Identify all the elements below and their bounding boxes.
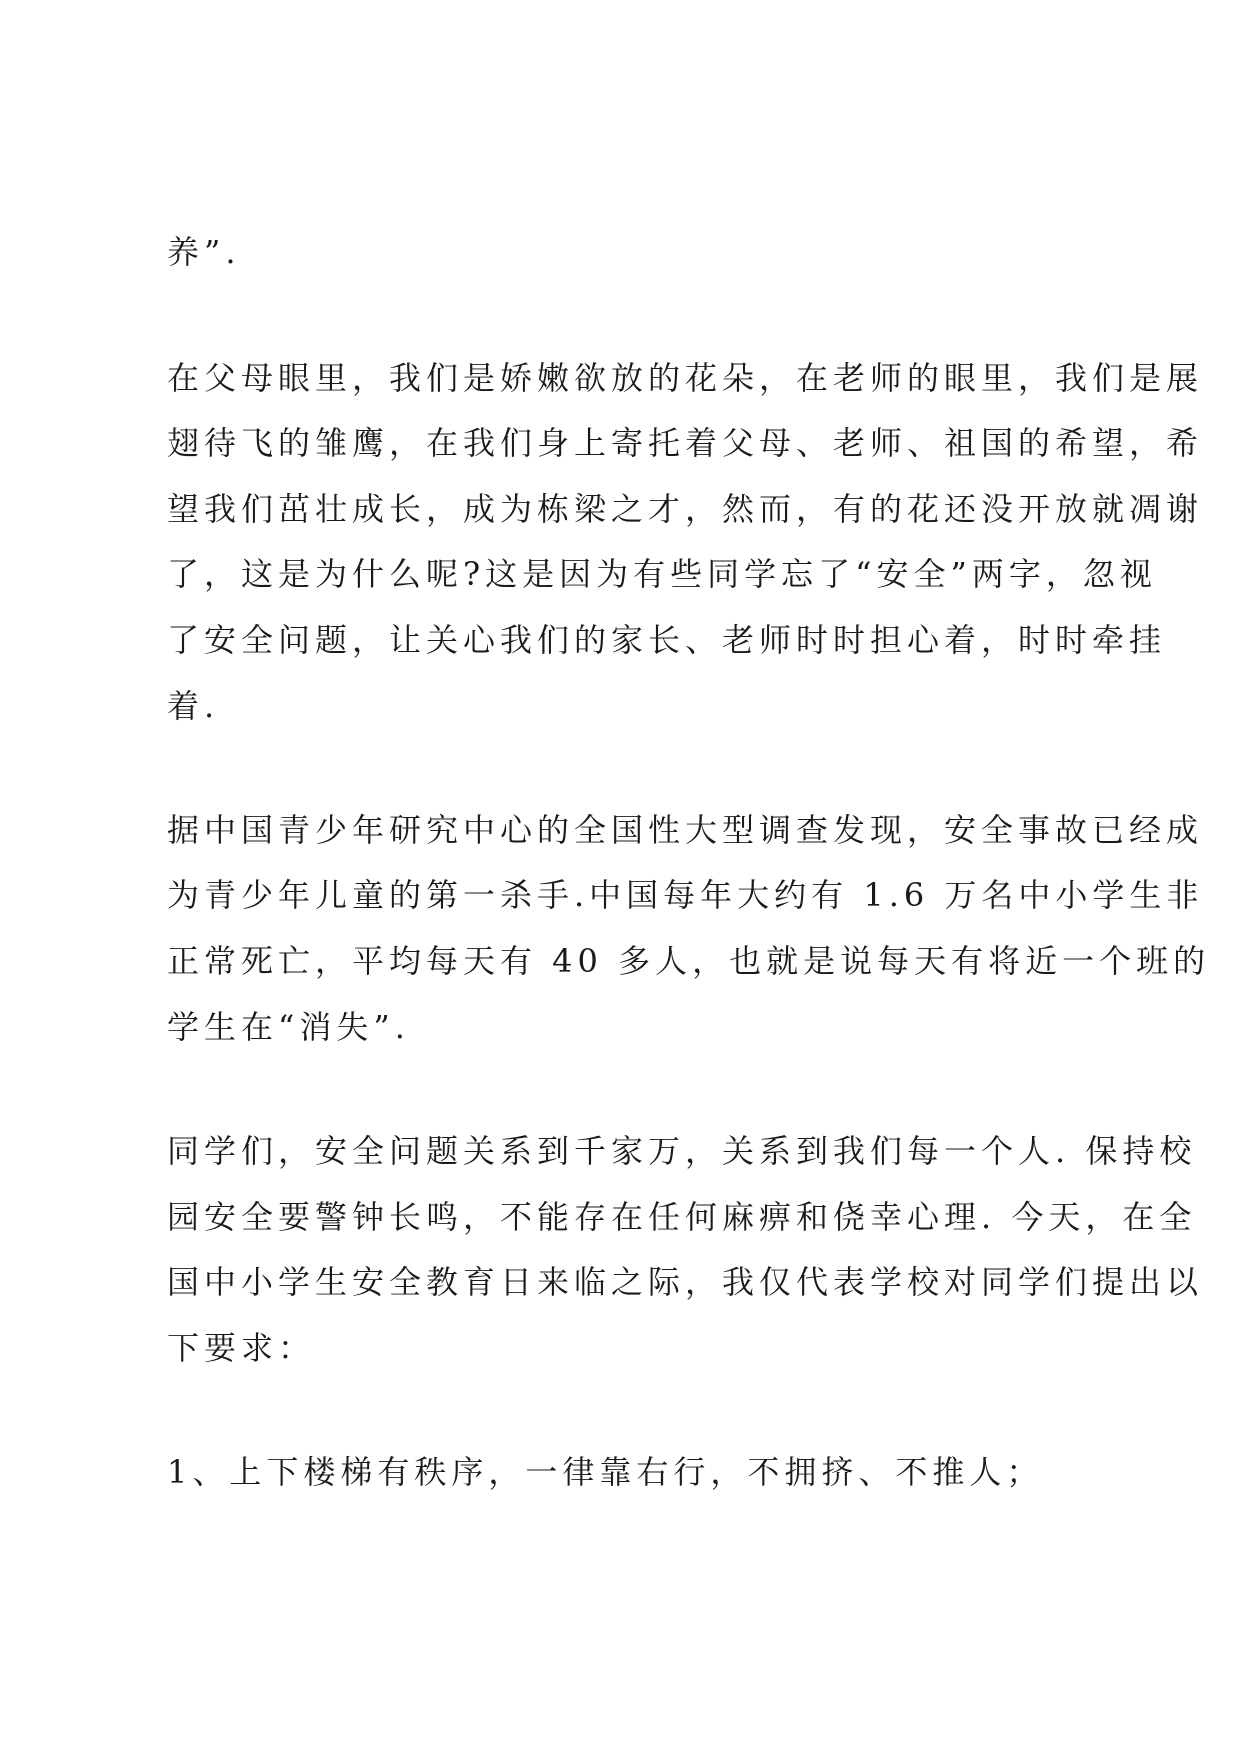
text-line: 同学们，安全问题关系到千家万，关系到我们每一个人. 保持校	[167, 1132, 1197, 1170]
text-line: 着.	[167, 687, 220, 725]
text-line: 望我们茁壮成长，成为栋梁之才，然而，有的花还没开放就凋谢	[167, 490, 1204, 528]
text-line: 了，这是为什么呢?这是因为有些同学忘了“安全”两字，忽视	[167, 555, 1157, 593]
text-line: 下要求：	[167, 1329, 316, 1367]
text-line: 为青少年儿童的第一杀手.中国每年大约有 1.6 万名中小学生非	[167, 876, 1204, 914]
text-line: 了安全问题，让关心我们的家长、老师时时担心着，时时牵挂	[167, 621, 1167, 659]
text-line: 学生在“消失”.	[167, 1008, 410, 1046]
text-line: 据中国青少年研究中心的全国性大型调查发现，安全事故已经成	[167, 811, 1204, 849]
text-line: 养”.	[167, 233, 241, 271]
text-line: 1、上下楼梯有秩序，一律靠右行，不拥挤、不推人；	[167, 1453, 1044, 1491]
text-line: 翅待飞的雏鹰，在我们身上寄托着父母、老师、祖国的希望，希	[167, 424, 1204, 462]
text-line: 正常死亡，平均每天有 40 多人，也就是说每天有将近一个班的	[167, 942, 1211, 980]
text-line: 园安全要警钟长鸣，不能存在任何麻痹和侥幸心理. 今天，在全	[167, 1198, 1197, 1236]
text-line: 在父母眼里，我们是娇嫩欲放的花朵，在老师的眼里，我们是展	[167, 359, 1204, 397]
text-line: 国中小学生安全教育日来临之际，我仅代表学校对同学们提出以	[167, 1263, 1204, 1301]
